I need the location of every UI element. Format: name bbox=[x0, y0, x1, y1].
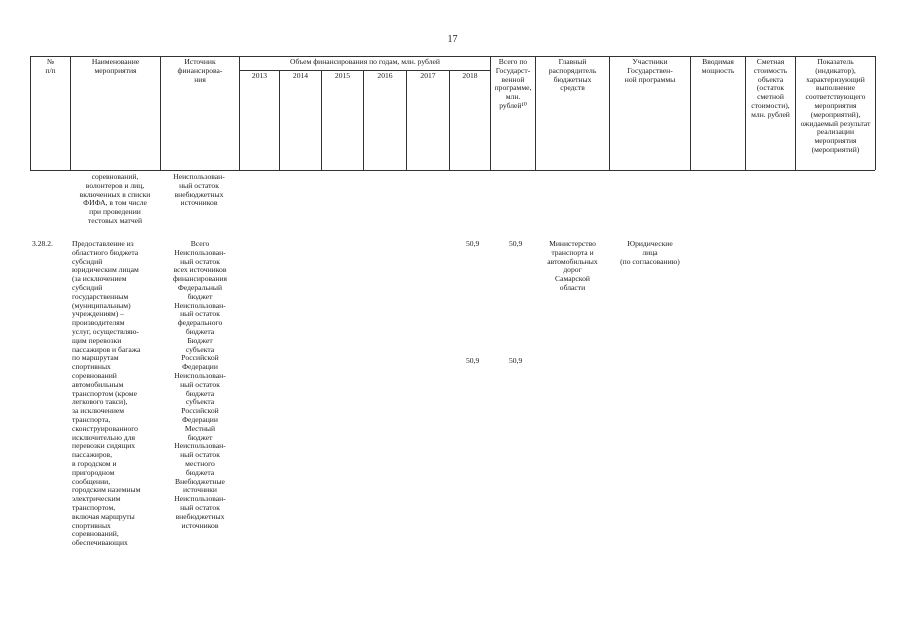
row-participants: Юридические лица (по согласованию) bbox=[620, 240, 680, 266]
header-year-2013: 2013 bbox=[251, 72, 268, 80]
row-number: 3.28.2. bbox=[32, 240, 53, 248]
col-border bbox=[279, 70, 280, 170]
header-indicator: Показатель (индикатор), характеризующий выполнение соответствующего мероприятия (мероприятий), ожидаемый результат реализации мероприятия (мероприятий) bbox=[800, 58, 871, 154]
prev-row-measure: соревнований, волонтеров и лиц, включенных в списки ФИФА, в том числе при проведении тестовых матчей bbox=[79, 173, 151, 225]
value-total-program: 50,9 bbox=[509, 239, 523, 248]
page-number: 17 bbox=[447, 34, 458, 45]
years-divider bbox=[239, 70, 490, 71]
header-distributor: Главный распорядитель бюджетных средств bbox=[548, 58, 597, 93]
header-capacity: Вводимая мощность bbox=[701, 58, 735, 75]
prev-row-source: Неиспользован- ный остаток внебюджетных источников bbox=[173, 173, 225, 208]
header-source: Источник финансирова- ния bbox=[177, 58, 223, 84]
header-year-2016: 2016 bbox=[377, 72, 393, 80]
header-bottom-border bbox=[30, 170, 875, 171]
header-volume: Объем финансирования по годам, млн. рублей bbox=[290, 58, 440, 66]
col-border bbox=[449, 70, 450, 170]
col-border bbox=[875, 56, 876, 170]
header-num: № п/п bbox=[45, 58, 56, 75]
header-year-2018: 2018 bbox=[462, 72, 478, 80]
header-total: Всего по Государст- венной программе, млн. рублей¹⁰ bbox=[494, 58, 532, 110]
header-participants: Участники Государствен- ной программы bbox=[624, 58, 676, 84]
header-year-2015: 2015 bbox=[334, 72, 351, 80]
header-measure: Наименование мероприятия bbox=[91, 58, 140, 75]
col-border bbox=[321, 70, 322, 170]
value-subject-program: 50,9 bbox=[509, 356, 523, 365]
value-total-2018: 50,9 bbox=[466, 239, 480, 248]
header-year-2017: 2017 bbox=[420, 72, 436, 80]
col-border bbox=[363, 70, 364, 170]
header-estimate: Сметная стоимость объекта (остаток сметной стоимости), млн. рублей bbox=[751, 58, 790, 119]
header-year-2014: 2014 bbox=[292, 72, 309, 80]
row-measure: Предоставление из областного бюджета субсидий юридическим лицам (за исключением субсидий государственным (муниципальным) учреждениям) – производителям услуг, осуществляю- щим перевозки пассажиров и багажа по маршрутам спортивных соревнований автомобильным транспортом (кроме легкового такси), за исключением транспорта, сконструированного исключительно для перевозки сидящих пассажиров, в городском и пригородном сообщении, городским наземным электрическим транспортом, включая маршруты спортивных соревнований, обеспечивающих bbox=[72, 240, 141, 548]
row-distributor: Министерство транспорта и автомобильных дорог Самарской области bbox=[547, 240, 598, 292]
table-top-border bbox=[30, 56, 875, 57]
row-source: Всего Неиспользован- ный остаток всех источников финансирования Федеральный бюджет Неиспользован- ный остаток федерального бюджета Бюджет субъекта Российской Федерации Неиспользован- ный остаток бюджета субъекта Российской Федерации Местный бюджет Неиспользован- ный остаток местного бюджета Внебюджетные источники Неиспользован- ный остаток внебюджетных источников bbox=[173, 240, 227, 530]
value-subject-2018: 50,9 bbox=[466, 356, 480, 365]
col-border bbox=[406, 70, 407, 170]
